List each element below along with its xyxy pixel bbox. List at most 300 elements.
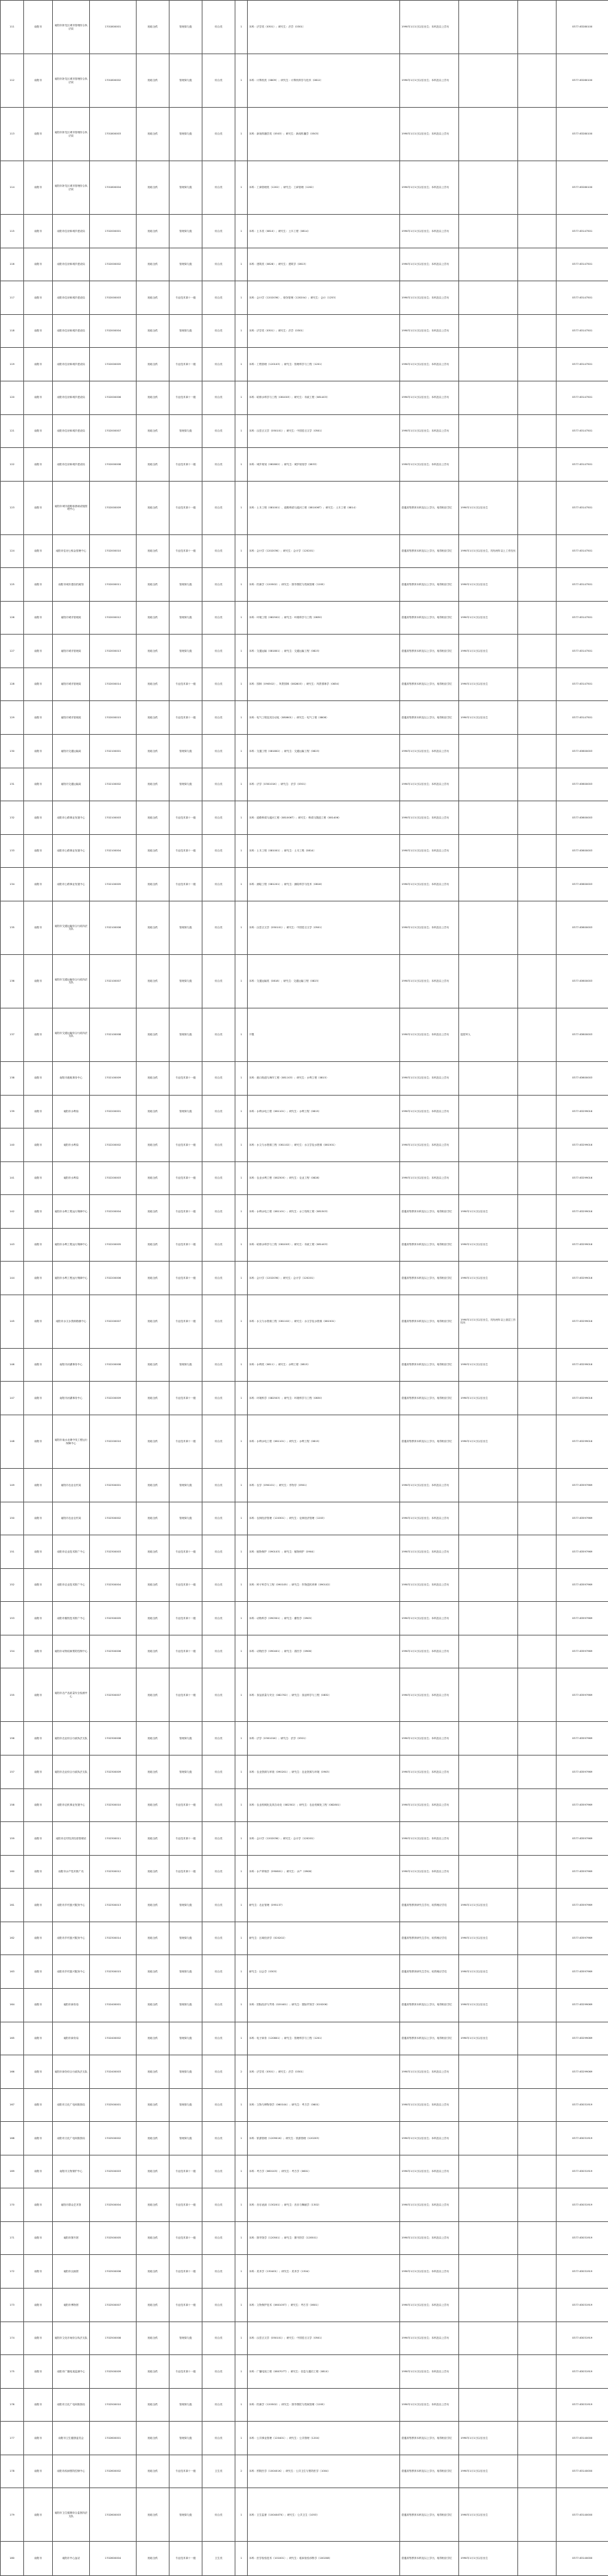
area-cell: 南阳市 [24,1348,53,1382]
area-cell: 南阳市 [24,735,53,768]
phone-cell: 0377-63299069 [557,2055,608,2089]
area-cell: 南阳市 [24,1095,53,1129]
note-cell [518,1988,557,2022]
post-level-cell: 综合类 [202,1228,235,1262]
post-level-cell: 综合类 [202,2488,235,2542]
headcount-cell: 1 [235,1161,248,1195]
area-cell: 南阳市 [24,1,53,54]
other-cell: 1990年1月1日以后出生 [459,701,518,735]
other-cell: 1990年1月1日以后出生 [459,481,518,534]
headcount-cell: 1 [235,481,248,534]
other-cell: 1990年1月1日以后出生 [459,1262,518,1295]
education-cell: 普通高等教育本科及以上学历，取得相应学位 [400,481,459,534]
note-cell [518,248,557,281]
unit-cell: 南阳市商务综合行政执法支队 [53,2055,90,2089]
major-cell: 本科：法学类（0301）；研究生：法学（0301） [248,1,400,54]
table-row [1,1955,608,1989]
table-row [1,161,608,215]
unit-cell: 南阳市交通运输综合行政执法支队 [53,901,90,954]
row-number: 177 [1,2422,24,2455]
table-row [1,2542,608,2576]
area-cell: 南阳市 [24,1988,53,2022]
unit-cell: 南阳市水利局 [53,1129,90,1162]
major-cell: 本科：档案学（120502）；研究生：图书情报与档案管理（1205） [248,2388,400,2422]
post-level-cell: 综合类 [202,1722,235,1756]
headcount-cell: 1 [235,1568,248,1602]
post-level-cell: 综合类 [202,1922,235,1955]
headcount-cell: 1 [235,1348,248,1382]
phone-cell: 0377-63280100 [557,108,608,161]
other-cell [459,2289,518,2322]
note-cell [518,2422,557,2455]
code-cell: 1702200004 [90,1195,137,1229]
post-type-cell: 专业技术岗十一级 [169,1855,202,1889]
post-level-cell: 综合类 [202,1822,235,1856]
table-row [1,2388,608,2422]
table-row [1,1161,608,1195]
other-cell [459,1822,518,1856]
headcount-cell: 1 [235,1228,248,1262]
row-number: 139 [1,1095,24,1129]
phone-cell: 0377-63600003 [557,1008,608,1061]
other-cell: 1990年1月1日以后出生 [459,1922,518,1955]
code-cell: 1702000014 [90,667,137,701]
table-row [1,1469,608,1502]
post-level-cell: 综合类 [202,381,235,414]
post-type-cell: 专业技术岗十一级 [169,1295,202,1348]
fund-cell: 财政全供 [137,2321,169,2355]
row-number: 145 [1,1295,24,1348]
note-cell [518,2355,557,2389]
area-cell: 南阳市 [24,414,53,448]
headcount-cell: 1 [235,2221,248,2255]
unit-cell: 南阳市城市建设档案馆 [53,568,90,602]
phone-cell: 0377-63600003 [557,768,608,801]
post-type-cell: 管理岗九级 [169,1988,202,2022]
row-number: 158 [1,1788,24,1822]
education-cell: 普通高等教育本科及以上学历，取得相应学位 [400,2022,459,2055]
post-type-cell: 专业技术岗十一级 [169,381,202,414]
row-number: 165 [1,2022,24,2055]
code-cell: 1702000011 [90,568,137,602]
area-cell: 南阳市 [24,2122,53,2155]
area-cell: 南阳市 [24,1195,53,1229]
fund-cell: 财政全供 [137,1262,169,1295]
unit-cell: 南阳市乡村振兴服务中心 [53,1922,90,1955]
major-cell: 本科：水产养殖学（090601）；研究生：水产（0908） [248,1855,400,1889]
headcount-cell: 2 [235,2055,248,2089]
row-number: 137 [1,1008,24,1061]
education-cell: 普通高等教育本科及以上学历，取得相应学位 [400,635,459,668]
row-number: 128 [1,667,24,701]
headcount-cell: 1 [235,1,248,54]
phone-cell: 0377-63299016 [557,1195,608,1229]
post-level-cell: 综合类 [202,1415,235,1469]
post-type-cell: 管理岗九级 [169,568,202,602]
post-level-cell: 卫生类 [202,2455,235,2488]
note-cell [518,1095,557,1129]
fund-cell: 财政全供 [137,1955,169,1989]
table-row [1,2022,608,2055]
major-cell: 本科：交通运输（081801）；研究生：交通运输工程（0823） [248,635,400,668]
post-type-cell: 管理岗九级 [169,1756,202,1789]
fund-cell: 财政全供 [137,1008,169,1061]
headcount-cell: 1 [235,161,248,215]
education-cell: 1990年1月1日以后出生；本科及以上学历 [400,1129,459,1162]
post-level-cell: 综合类 [202,1889,235,1922]
phone-cell: 0377-63299016 [557,1262,608,1295]
code-cell: 1702500007 [90,2289,137,2322]
post-type-cell: 专业技术岗十一级 [169,1822,202,1856]
headcount-cell: 1 [235,1129,248,1162]
fund-cell: 财政全供 [137,735,169,768]
phone-cell: 0377-63597969 [557,1756,608,1789]
fund-cell: 财政全供 [137,667,169,701]
other-cell: 1990年1月1日以后出生 [459,568,518,602]
post-level-cell: 综合类 [202,601,235,635]
unit-cell: 南阳市卧龙区城市管理综合执法局 [53,108,90,161]
major-cell: 本科：会计学（120203K）；研究生：会计学（120201） [248,534,400,568]
post-level-cell: 综合类 [202,2022,235,2055]
post-level-cell: 综合类 [202,2155,235,2188]
fund-cell: 财政全供 [137,1,169,54]
phone-cell: 0377-63031919 [557,2355,608,2389]
table-row [1,2055,608,2089]
area-cell: 南阳市 [24,2388,53,2422]
area-cell: 南阳市 [24,2055,53,2089]
major-cell: 本科：农业机械化及其自动化（082302）；研究生：农业机械化工程（082801） [248,1788,400,1822]
code-cell: 1702300002 [90,1502,137,1535]
headcount-cell: 1 [235,1095,248,1129]
code-cell: 1702100006 [90,901,137,954]
post-type-cell: 专业技术岗十一级 [169,1788,202,1822]
major-cell: 本科：汉语言文学（050101）；研究生：中国语言文学（0501） [248,414,400,448]
note-cell [518,281,557,315]
fund-cell: 财政全供 [137,414,169,448]
other-cell [459,54,518,108]
row-number: 162 [1,1922,24,1955]
fund-cell: 财政全供 [137,1668,169,1722]
education-cell: 1990年1月1日以后出生；本科及以上学历 [400,448,459,482]
headcount-cell: 1 [235,601,248,635]
row-number: 174 [1,2321,24,2355]
area-cell: 南阳市 [24,1161,53,1195]
note-cell [518,2542,557,2576]
code-cell: 1702300014 [90,1922,137,1955]
note-cell [518,735,557,768]
area-cell: 南阳市 [24,868,53,901]
education-cell: 1990年1月1日以后出生；本科及以上学历 [400,1,459,54]
note-cell [518,1,557,54]
table-row [1,1008,608,1061]
row-number: 143 [1,1228,24,1262]
post-type-cell: 专业技术岗十一级 [169,2355,202,2389]
post-type-cell: 专业技术岗十一级 [169,448,202,482]
row-number: 154 [1,1635,24,1668]
fund-cell: 财政全供 [137,1295,169,1348]
unit-cell: 南阳市农业农村局 [53,1469,90,1502]
area-cell: 南阳市 [24,348,53,381]
table-row [1,735,608,768]
other-cell [459,108,518,161]
major-cell: 本科：水利类（0811）；研究生：水利工程（0815） [248,1348,400,1382]
unit-cell: 南阳市农村经济经营管理站 [53,1822,90,1856]
row-number: 170 [1,2188,24,2222]
major-cell: 本科：环境工程（082502）；研究生：环境科学与工程（0830） [248,601,400,635]
code-cell: 1702000005 [90,348,137,381]
headcount-cell: 1 [235,635,248,668]
table-row [1,1668,608,1722]
phone-cell: 0377-63147501 [557,248,608,281]
post-type-cell: 管理岗九级 [169,414,202,448]
table-row [1,248,608,281]
post-type-cell: 管理岗九级 [169,1722,202,1756]
area-cell: 南阳市 [24,2255,53,2289]
table-row [1,2122,608,2155]
other-cell [459,1095,518,1129]
area-cell: 南阳市 [24,1469,53,1502]
code-cell: 1702300008 [90,1722,137,1756]
note-cell [518,1922,557,1955]
major-cell: 本科：农业水利工程（082305）；研究生：农业工程（0828） [248,1161,400,1195]
other-cell [459,801,518,835]
fund-cell: 财政全供 [137,601,169,635]
phone-cell: 0377-63597969 [557,1788,608,1822]
post-type-cell: 管理岗九级 [169,1095,202,1129]
area-cell: 南阳市 [24,1008,53,1061]
post-level-cell: 综合类 [202,768,235,801]
table-row [1,481,608,534]
note-cell [518,868,557,901]
code-cell: 1702000015 [90,701,137,735]
area-cell: 南阳市 [24,314,53,348]
phone-cell: 0377-63147501 [557,481,608,534]
fund-cell: 财政全供 [137,868,169,901]
area-cell: 南阳市 [24,1635,53,1668]
fund-cell: 财政全供 [137,348,169,381]
row-number: 153 [1,1602,24,1635]
post-level-cell: 综合类 [202,1061,235,1095]
other-cell [459,1161,518,1195]
unit-cell: 南阳市交通运输综合行政执法支队 [53,1008,90,1061]
post-level-cell: 综合类 [202,281,235,315]
table-row [1,1295,608,1348]
table-row [1,1502,608,1535]
unit-cell: 南阳市博物馆 [53,2289,90,2322]
table-row [1,414,608,448]
major-cell: 本科：给排水科学与工程（081003）；研究生：市政工程（081403） [248,381,400,414]
unit-cell: 南阳市中心血站 [53,2542,90,2576]
major-cell: 本科：建筑类（0828）；研究生：建筑学（0813） [248,248,400,281]
major-cell: 本科：水文与水资源工程（081102）；研究生：水文学及水资源（081501） [248,1295,400,1348]
note-cell [518,1722,557,1756]
area-cell: 南阳市 [24,1568,53,1602]
major-cell: 本科：旅游管理（120901K）；研究生：旅游管理（120203） [248,2122,400,2155]
major-cell: 本科：交通运输类（0818）；研究生：交通运输工程（0823） [248,954,400,1008]
row-number: 178 [1,2455,24,2488]
table-row [1,1822,608,1856]
major-cell: 本科：法学（030101K）；研究生：法学（0301） [248,1722,400,1756]
education-cell: 1990年1月1日以后出生；本科及以上学历 [400,954,459,1008]
other-cell [459,1635,518,1668]
table-row [1,1195,608,1229]
note-cell [518,1668,557,1722]
unit-cell: 南阳市住房和城乡建设局 [53,414,90,448]
major-cell: 本科：会计学（120203K）；研究生：会计学（120201） [248,1822,400,1856]
code-cell: 1702500009 [90,2355,137,2389]
area-cell: 南阳市 [24,381,53,414]
post-level-cell: 综合类 [202,1855,235,1889]
other-cell: 1990年1月1日以后出生 [459,1195,518,1229]
code-cell: 1702500002 [90,2122,137,2155]
phone-cell: 0377-63031919 [557,2122,608,2155]
fund-cell: 财政全供 [137,2542,169,2576]
headcount-cell: 1 [235,1469,248,1502]
fund-cell: 财政全供 [137,2455,169,2488]
education-cell: 1990年1月1日以后出生；本科及以上学历 [400,314,459,348]
phone-cell: 0377-63147501 [557,281,608,315]
other-cell: 1990年1月1日以后出生 [459,2542,518,2576]
headcount-cell: 1 [235,667,248,701]
headcount-cell: 1 [235,834,248,868]
unit-cell: 南阳市城市管理局 [53,635,90,668]
note-cell [518,1415,557,1469]
table-row [1,2321,608,2355]
education-cell: 普通高等教育本科及以上学历，取得相应学位 [400,2542,459,2576]
code-cell: 1702300006 [90,1635,137,1668]
note-cell [518,414,557,448]
code-cell: 1702200007 [90,1295,137,1348]
post-type-cell: 专业技术岗十一级 [169,1262,202,1295]
phone-cell: 0377-63299016 [557,1415,608,1469]
unit-cell: 南阳市疾病预防控制中心 [53,2455,90,2488]
note-cell [518,2255,557,2289]
area-cell: 南阳市 [24,2422,53,2455]
note-cell [518,1635,557,1668]
post-type-cell: 管理岗九级 [169,2022,202,2055]
post-level-cell: 综合类 [202,314,235,348]
code-cell: 1702200009 [90,1382,137,1415]
fund-cell: 财政全供 [137,1161,169,1195]
education-cell: 1990年1月1日以后出生；本科及以上学历 [400,161,459,215]
major-cell: 本科：卫生监督（100404TK）；研究生：公共卫生（1053） [248,2488,400,2542]
post-type-cell: 专业技术岗十一级 [169,1129,202,1162]
post-level-cell: 综合类 [202,1469,235,1502]
education-cell: 1990年1月1日以后出生；本科及以上学历 [400,348,459,381]
row-number: 169 [1,2155,24,2188]
post-level-cell: 综合类 [202,1568,235,1602]
other-cell: 1990年1月1日以后出生 [459,2022,518,2055]
post-level-cell: 综合类 [202,1295,235,1348]
other-cell [459,1129,518,1162]
post-type-cell: 管理岗九级 [169,1348,202,1382]
area-cell: 南阳市 [24,1415,53,1469]
unit-cell: 南阳市交通运输综合行政执法支队 [53,954,90,1008]
fund-cell: 财政全供 [137,2088,169,2122]
code-cell: 1702200008 [90,1348,137,1382]
unit-cell: 南阳市住房和城乡建设局 [53,448,90,482]
phone-cell: 0377-63600003 [557,1061,608,1095]
major-cell: 本科：电子商务（120801）；研究生：管理科学与工程（1201） [248,2022,400,2055]
note-cell [518,1161,557,1195]
education-cell: 1990年1月1日以后出生；本科及以上学历 [400,1668,459,1722]
note-cell [518,1061,557,1095]
fund-cell: 财政全供 [137,635,169,668]
fund-cell: 财政全供 [137,281,169,315]
post-level-cell: 综合类 [202,1348,235,1382]
other-cell: 1990年1月1日以后出生 [459,2422,518,2455]
fund-cell: 财政全供 [137,2188,169,2222]
other-cell [459,735,518,768]
code-cell: 1702000007 [90,414,137,448]
area-cell: 南阳市 [24,1228,53,1262]
row-number: 147 [1,1382,24,1415]
note-cell [518,1955,557,1989]
note-cell [518,701,557,735]
fund-cell: 财政全供 [137,1061,169,1095]
major-cell: 本科：植物保护（090103）；研究生：植物保护（0904） [248,1535,400,1569]
major-cell: 研究生：社会学（0303） [248,1955,400,1989]
note-cell [518,1008,557,1061]
code-cell: 1702500004 [90,2188,137,2222]
major-cell: 本科：汉语言文学（050101）；研究生：中国语言文学（0501） [248,901,400,954]
headcount-cell: 1 [235,108,248,161]
unit-cell: 南阳市文化市场综合执法支队 [53,2321,90,2355]
post-type-cell: 管理岗九级 [169,2122,202,2155]
major-cell: 本科：美术学（130401）；研究生：美术学（1304） [248,2255,400,2289]
table-row [1,635,608,668]
post-type-cell: 管理岗九级 [169,1889,202,1922]
post-type-cell: 专业技术岗十一级 [169,1568,202,1602]
phone-cell: 0377-63031919 [557,2289,608,2322]
phone-cell: 0377-63299016 [557,1295,608,1348]
phone-cell: 0377-63299069 [557,1988,608,2022]
education-cell: 1990年1月1日以后出生；本科及以上学历 [400,1008,459,1061]
fund-cell: 财政全供 [137,481,169,534]
area-cell: 南阳市 [24,1295,53,1348]
area-cell: 南阳市 [24,2321,53,2355]
education-cell: 1990年1月1日以后出生；本科及以上学历 [400,2321,459,2355]
area-cell: 南阳市 [24,1822,53,1856]
code-cell: 1702300011 [90,1822,137,1856]
post-type-cell: 管理岗九级 [169,1,202,54]
headcount-cell: 1 [235,2088,248,2122]
headcount-cell: 1 [235,701,248,735]
post-level-cell: 综合类 [202,248,235,281]
phone-cell: 0377-63597969 [557,1568,608,1602]
post-type-cell: 管理岗九级 [169,1922,202,1955]
phone-cell: 0377-63031919 [557,2321,608,2355]
headcount-cell: 1 [235,901,248,954]
post-type-cell: 管理岗九级 [169,2388,202,2422]
education-cell: 1990年1月1日以后出生；本科及以上学历 [400,868,459,901]
phone-cell: 0377-63147501 [557,667,608,701]
post-level-cell: 综合类 [202,1262,235,1295]
note-cell [518,314,557,348]
unit-cell: 南阳市城市管理局 [53,701,90,735]
education-cell: 普通高等教育本科及以上学历，取得相应学位 [400,1295,459,1348]
education-cell: 1990年1月1日以后出生；本科及以上学历 [400,2255,459,2289]
headcount-cell: 1 [235,568,248,602]
other-cell [459,2221,518,2255]
table-row [1,2255,608,2289]
headcount-cell: 1 [235,1262,248,1295]
note-cell [518,215,557,248]
area-cell: 南阳市 [24,281,53,315]
fund-cell: 财政全供 [137,1095,169,1129]
area-cell: 南阳市 [24,2289,53,2322]
fund-cell: 财政全供 [137,54,169,108]
